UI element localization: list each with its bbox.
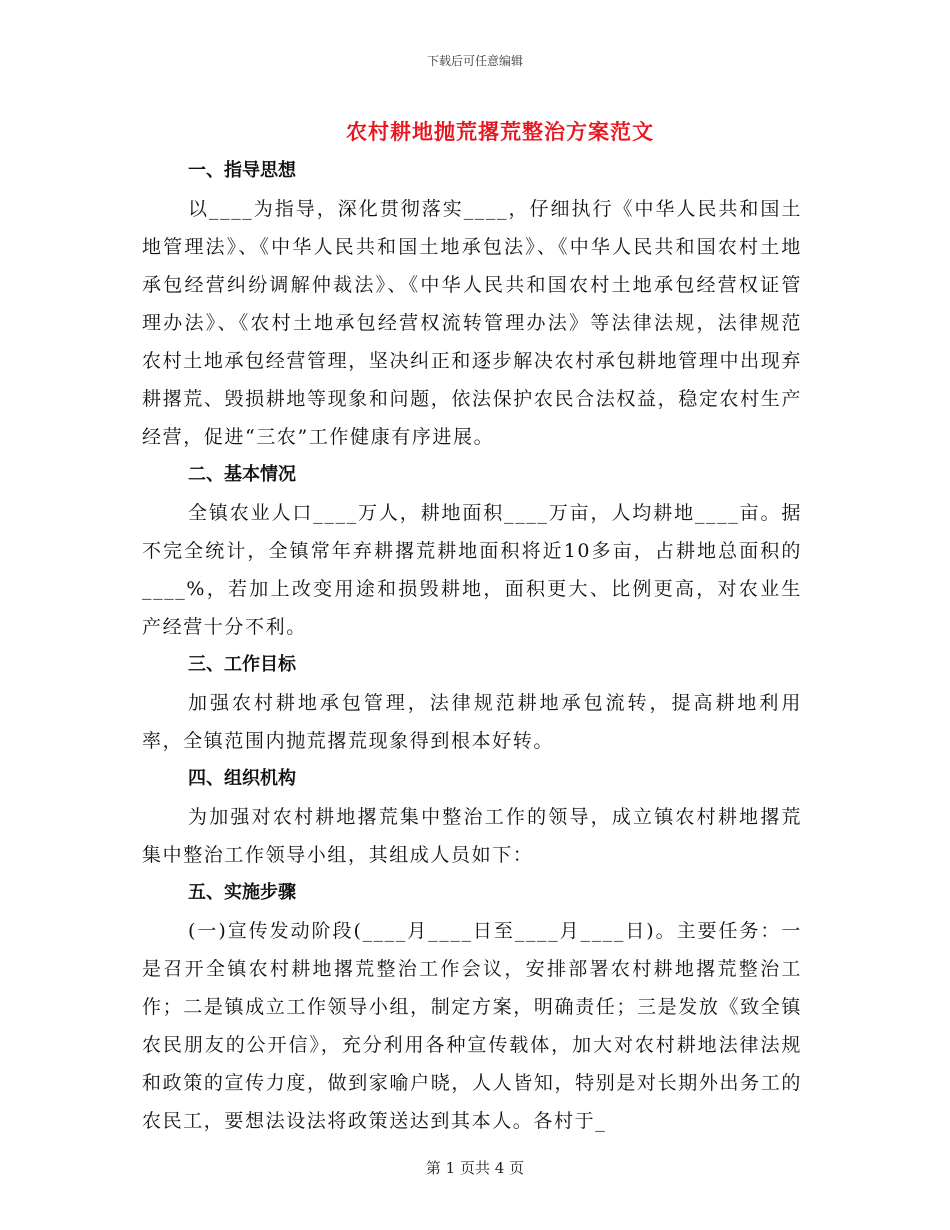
section-paragraph: 全镇农业人口____万人，耕地面积____万亩，人均耕地____亩。据不完全统计，全镇常年弃耕撂荒耕地面积将近10多亩，占耕地总面积的____%，若加上改变用途和损毁耕地，面积更大、比例更高，对农业生产经营十分不利。 [142, 502, 802, 638]
page-header-note: 下载后可任意编辑 [426, 54, 523, 68]
section-heading: 五、实施步骤 [188, 882, 296, 903]
section-work-goals [142, 646, 802, 760]
section-heading: 三、工作目标 [188, 654, 296, 675]
page-number-footer: 第 1 页共 4 页 [425, 1159, 525, 1177]
section-paragraph: 加强农村耕地承包管理，法律规范耕地承包流转，提高耕地利用率，全镇范围内抛荒撂荒现象得到根本好转。 [142, 692, 802, 752]
section-heading: 一、指导思想 [188, 160, 296, 181]
section-paragraph: 以____为指导，深化贯彻落实____，仔细执行《中华人民共和国土地管理法》、《中华人民共和国土地承包法》、《中华人民共和国农村土地承包经营纠纷调解仲裁法》、《中华人民共和国农村土地承包经营权证管理办法》、《农村土地承包经营权流转管理办法》等法律法规，法律规范农村土地承包经营管理，坚决纠正和逐步解决农村承包耕地管理中出现弃耕撂荒、毁损耕地等现象和问题，依法保护农民合法权益，稳定农村生产经营，促进“三农”工作健康有序进展。 [142, 198, 802, 448]
section-paragraph: 为加强对农村耕地撂荒集中整治工作的领导，成立镇农村耕地撂荒集中整治工作领导小组，其组成人员如下： [142, 806, 802, 866]
section-heading: 二、基本情况 [188, 464, 296, 485]
section-basic-situation [142, 456, 802, 646]
section-implementation-steps [142, 874, 802, 1140]
document-body [142, 152, 802, 1140]
section-organization [142, 760, 802, 874]
document-title: 农村耕地抛荒撂荒整治方案范文 [346, 119, 654, 144]
section-heading: 四、组织机构 [188, 768, 296, 789]
section-guiding-ideology [142, 152, 802, 456]
section-paragraph: (一)宣传发动阶段(____月____日至____月____日)。主要任务：一是召开全镇农村耕地撂荒整治工作会议，安排部署农村耕地撂荒整治工作；二是镇成立工作领导小组，制定方案，明确责任；三是发放《致全镇农民朋友的公开信》，充分利用各种宣传载体，加大对农村耕地法律法规和政策的宣传力度，做到家喻户晓，人人皆知，特别是对长期外出务工的农民工，要想法设法将政策送达到其本人。各村于_ [142, 920, 802, 1132]
